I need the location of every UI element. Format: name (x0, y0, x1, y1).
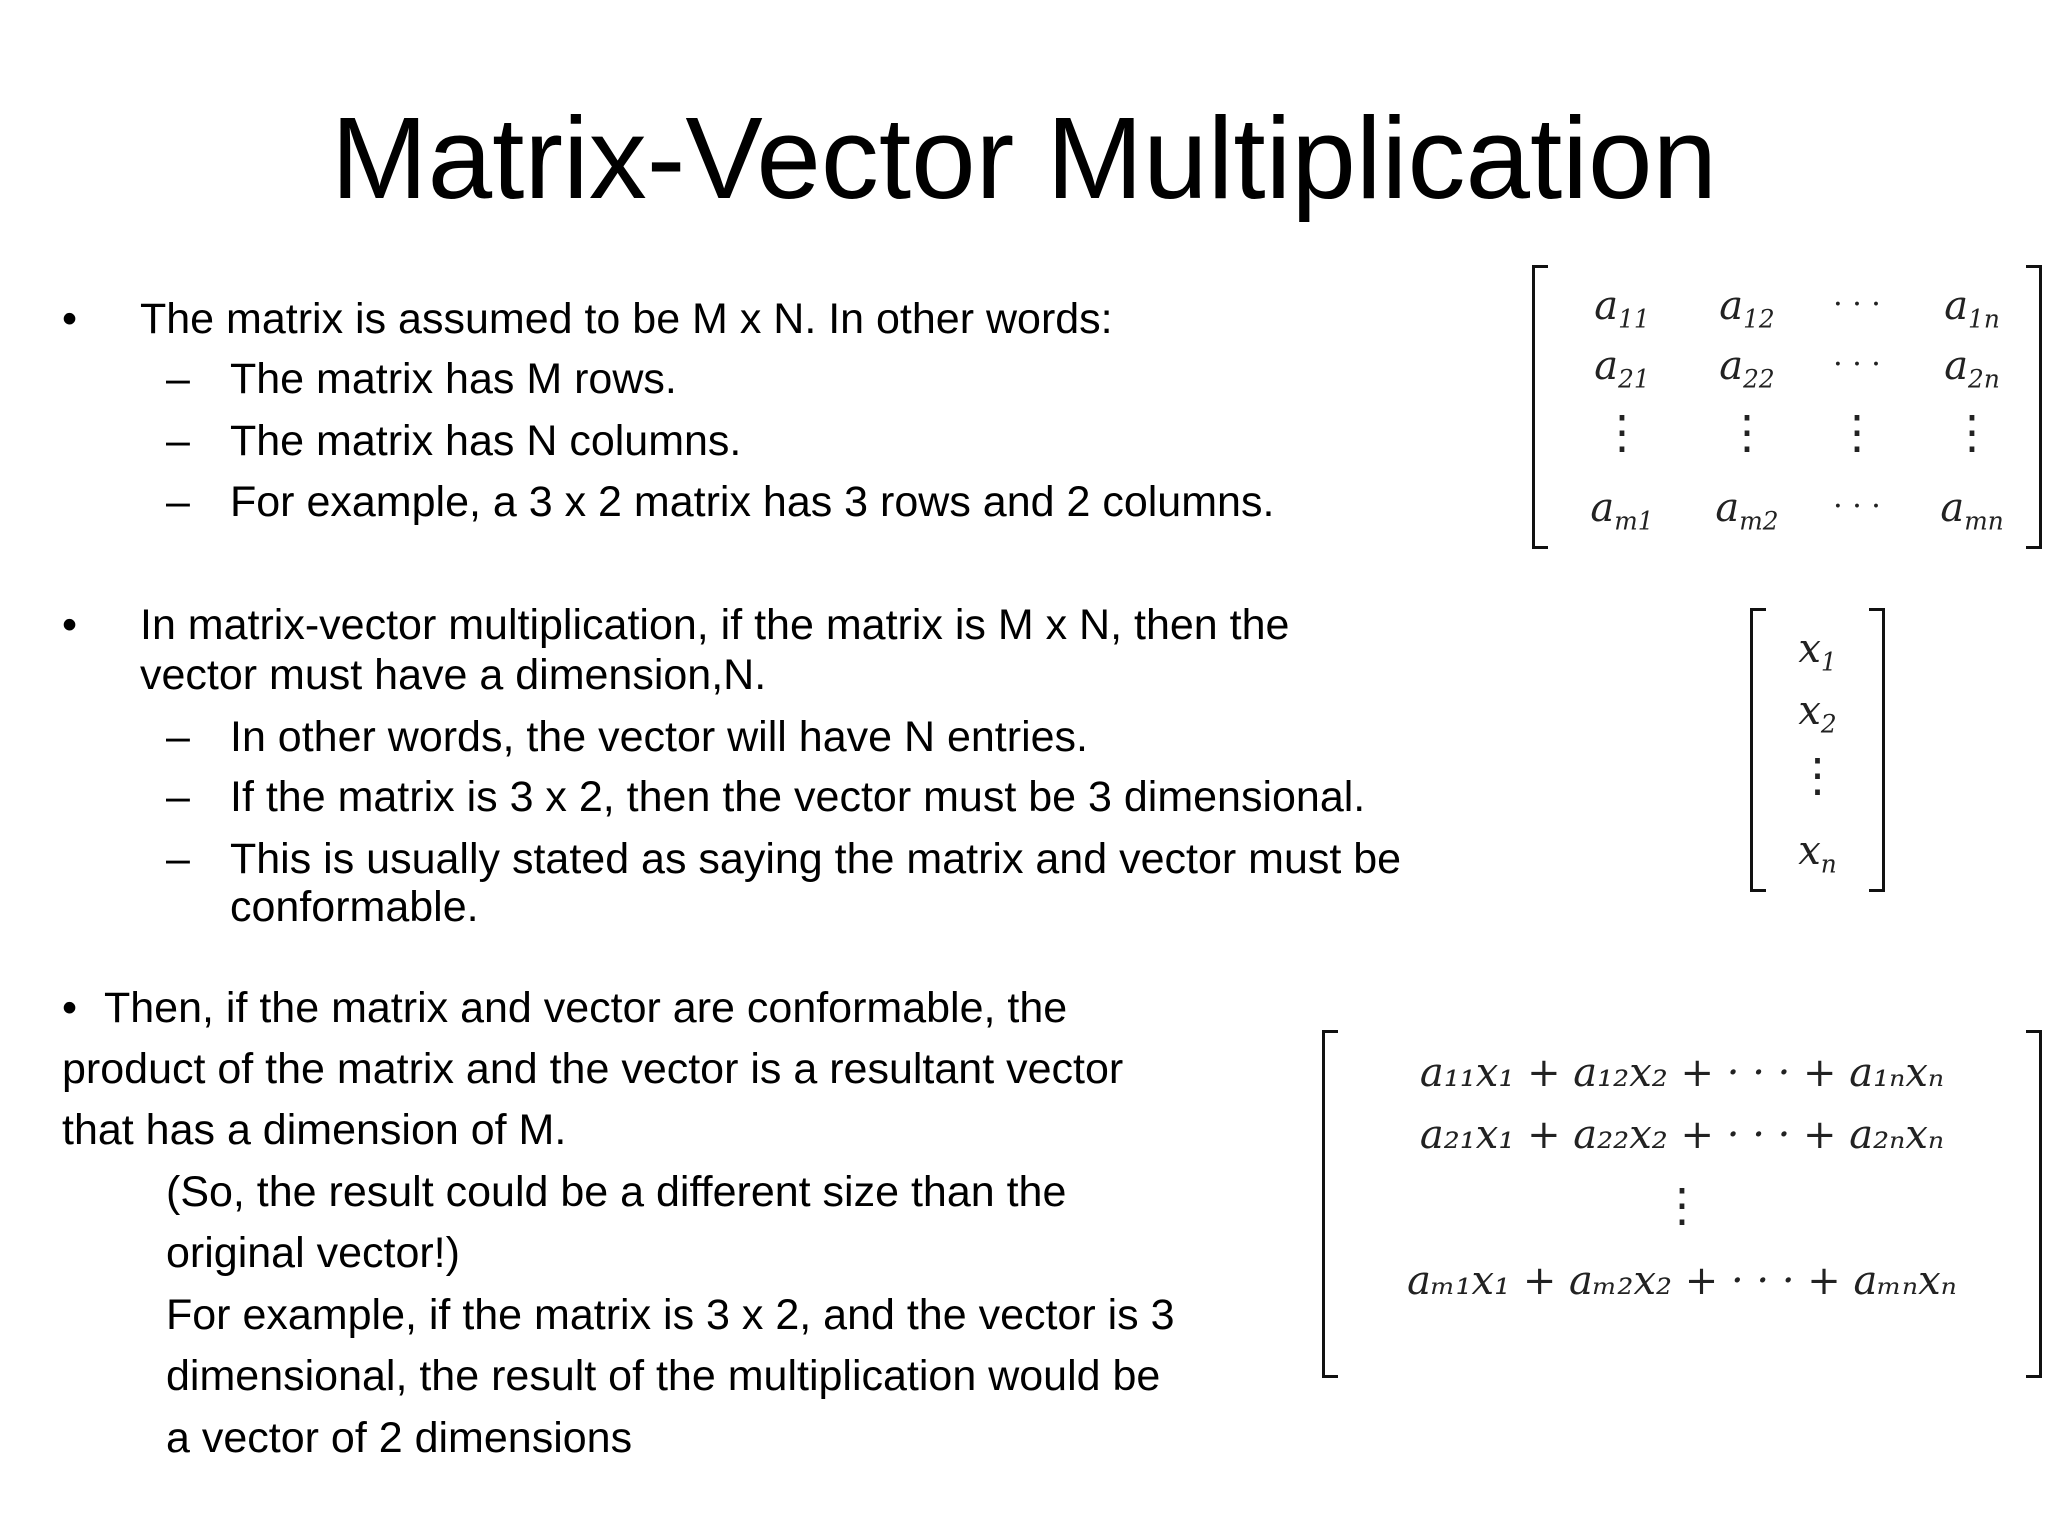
vdots: ⋮ (1659, 1178, 1705, 1232)
result-entry: a₁₁x₁ + a₁₂x₂ + · · · + a₁ₙxₙ (1419, 1050, 1945, 1096)
bullet-1-sub-3: For example, a 3 x 2 matrix has 3 rows and 2 columns. (230, 478, 1275, 526)
matrix-entry: $a_{m1}$ (1590, 485, 1654, 536)
dash-marker: – (166, 835, 190, 883)
dash-marker: – (166, 478, 190, 526)
bullet-3-line-3: that has a dimension of M. (62, 1106, 567, 1154)
dash-marker: – (166, 773, 190, 821)
dash-marker: – (166, 417, 190, 465)
slide-title: Matrix-Vector Multiplication (331, 93, 1717, 223)
left-bracket (1750, 608, 1766, 892)
right-bracket (2026, 265, 2042, 549)
bullet-3-indent-4: dimensional, the result of the multiplication would be (166, 1352, 1161, 1400)
matrix-entry: $a_{m2}$ (1715, 485, 1779, 536)
bullet-3-line-1: Then, if the matrix and vector are conformable, the (104, 984, 1068, 1032)
bullet-2-sub-2: If the matrix is 3 x 2, then the vector must be 3 dimensional. (230, 773, 1366, 821)
bullet-3-indent-2: original vector!) (166, 1229, 460, 1277)
bullet-2-sub-3-line-1: This is usually stated as saying the matrix and vector must be (230, 835, 1402, 883)
result-vector (1322, 1030, 2042, 1378)
bullet-2-line-1: In matrix-vector multiplication, if the matrix is M x N, then the (140, 601, 1290, 649)
matrix-entry: $a_{mn}$ (1940, 485, 2004, 536)
hdots: · · · (1833, 347, 1881, 382)
bullet-2-sub-1: In other words, the vector will have N entries. (230, 713, 1088, 761)
right-bracket (2026, 1030, 2042, 1378)
hdots: · · · (1833, 287, 1881, 322)
right-bracket (1869, 608, 1885, 892)
matrix-entry: $a_{11}$ (1594, 283, 1650, 334)
matrix-entry: $a_{22}$ (1719, 343, 1775, 394)
matrix-entry: $a_{1n}$ (1944, 283, 2000, 334)
bullet-1-sub-2: The matrix has N columns. (230, 417, 742, 465)
bullet-3-indent-3: For example, if the matrix is 3 x 2, and the vector is 3 (166, 1291, 1175, 1339)
bullet-3-indent-5: a vector of 2 dimensions (166, 1414, 633, 1462)
dash-marker: – (166, 713, 190, 761)
result-entry: a₂₁x₁ + a₂₂x₂ + · · · + a₂ₙxₙ (1419, 1112, 1945, 1158)
bullet-3-line-2: product of the matrix and the vector is a resultant vector (62, 1045, 1124, 1093)
bullet-marker: • (62, 601, 78, 649)
bullet-2-sub-3-line-2: conformable. (230, 883, 479, 931)
left-bracket (1322, 1030, 1338, 1378)
vector-entry: $x_1$ (1798, 626, 1837, 677)
hdots: · · · (1833, 489, 1881, 524)
vdots: ⋮ (1834, 405, 1880, 459)
vector-x (1750, 608, 1885, 892)
vdots: ⋮ (1724, 405, 1770, 459)
vdots: ⋮ (1949, 405, 1995, 459)
vector-entry: $x_n$ (1798, 828, 1837, 879)
bullet-2-line-2: vector must have a dimension,N. (140, 651, 767, 699)
left-bracket (1532, 265, 1548, 549)
result-entry: aₘ₁x₁ + aₘ₂x₂ + · · · + aₘₙxₙ (1407, 1258, 1957, 1304)
vdots: ⋮ (1794, 748, 1841, 802)
matrix-entry: $a_{2n}$ (1944, 343, 2000, 394)
vdots: ⋮ (1599, 405, 1645, 459)
bullet-marker: • (62, 295, 78, 343)
bullet-3-indent-1: (So, the result could be a different size than the (166, 1168, 1067, 1216)
bullet-1-text: The matrix is assumed to be M x N. In other words: (140, 295, 1113, 343)
bullet-marker: • (62, 984, 78, 1032)
dash-marker: – (166, 355, 190, 403)
bullet-1-sub-1: The matrix has M rows. (230, 355, 677, 403)
vector-entry: $x_2$ (1798, 688, 1837, 739)
matrix-a (1532, 265, 2042, 549)
matrix-entry: $a_{12}$ (1719, 283, 1775, 334)
matrix-entry: $a_{21}$ (1594, 343, 1650, 394)
